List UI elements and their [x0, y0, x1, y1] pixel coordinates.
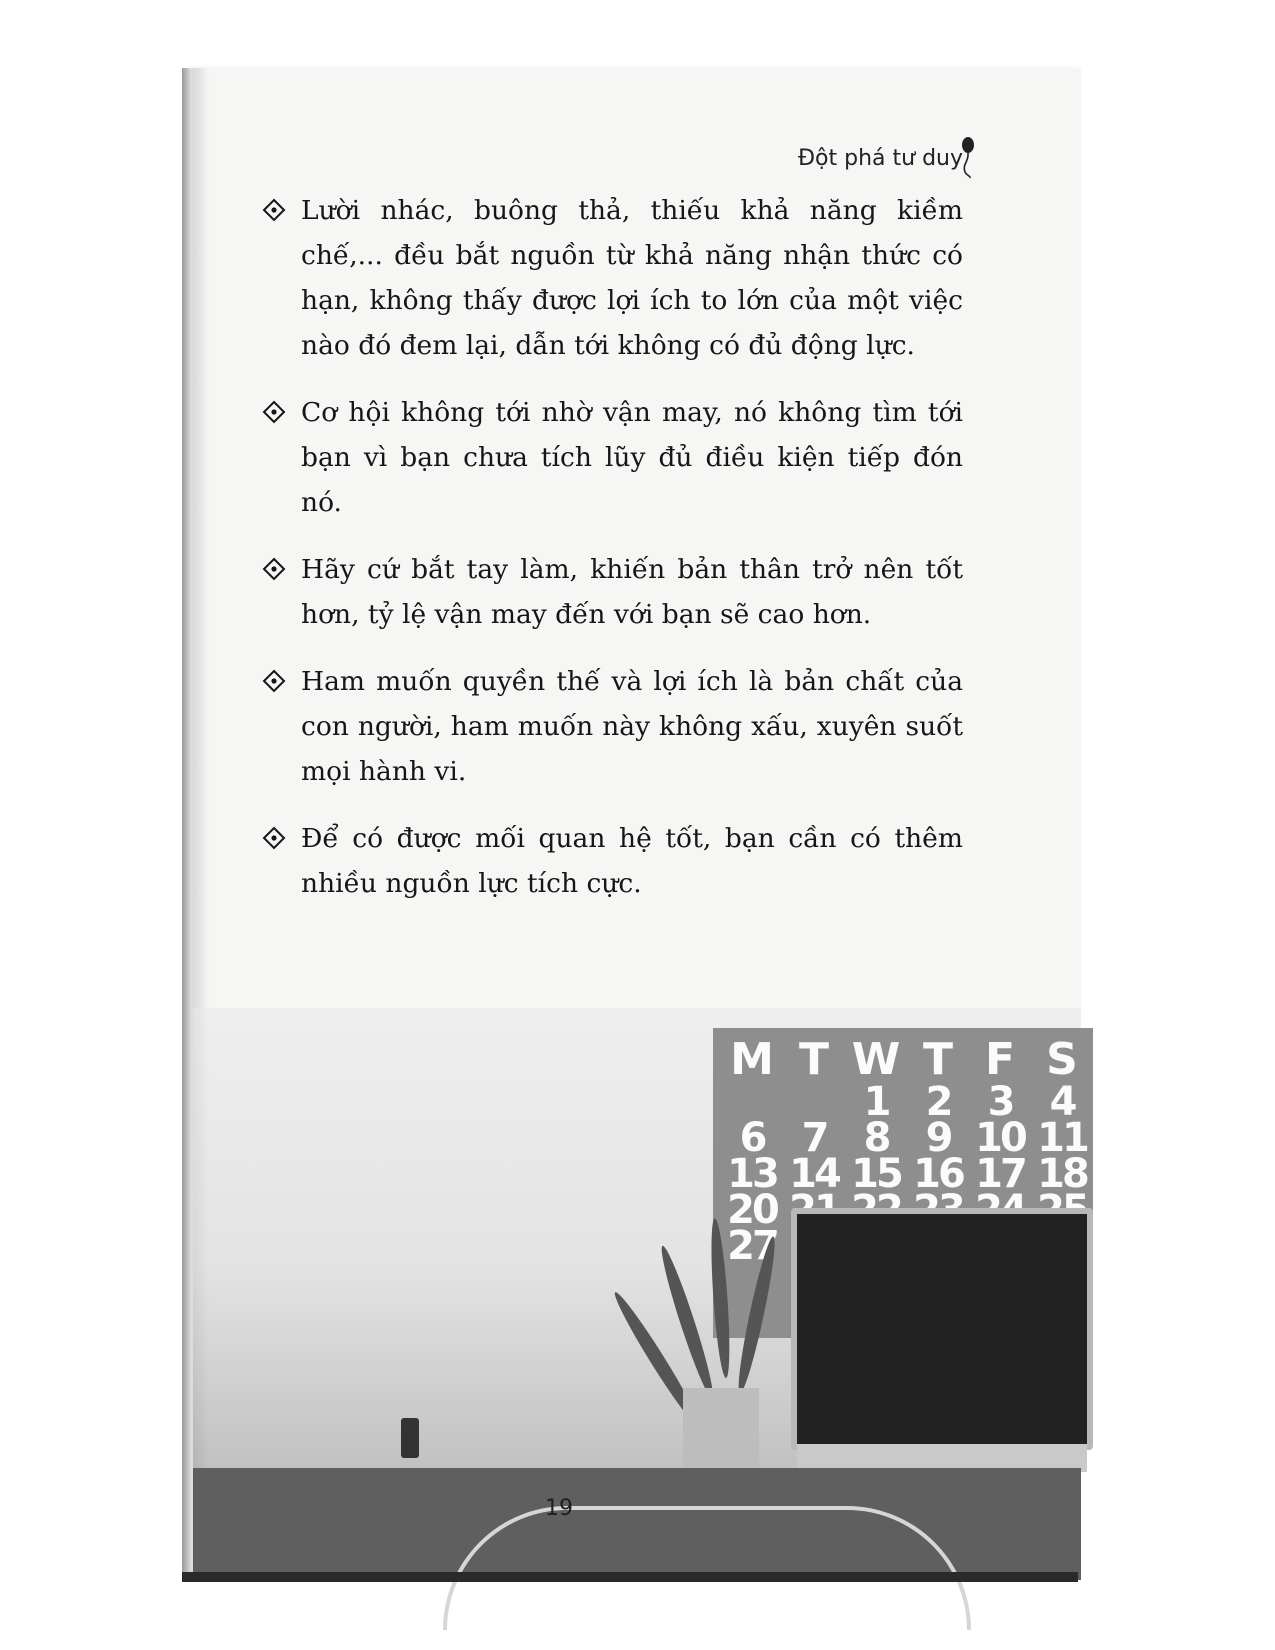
calendar-weekdays [721, 1036, 1101, 1084]
calendar-day: 14 [789, 1151, 839, 1197]
list-item-text: Ham muốn quyền thế và lợi ích là bản chất của con người, ham muốn này không xấu, xuyên suốt mọi hành vi. [301, 666, 963, 787]
calendar-day: 9 [925, 1115, 951, 1161]
list-item-text: Lười nhác, buông thả, thiếu khả năng kiềm chế,... đều bắt nguồn từ khả năng nhận thức có hạn, không thấy được lợi ích to lớn của một việc nào đó đem lại, dẫn tới không có đủ động lực. [301, 195, 963, 361]
list-item [263, 659, 963, 794]
page-bottom-edge [182, 1572, 1078, 1582]
calendar-weekday: F [984, 1034, 1016, 1085]
calendar-day: 17 [975, 1151, 1025, 1197]
list-item [263, 188, 963, 368]
calendar-weekday: W [851, 1034, 901, 1085]
chair-back [443, 1506, 971, 1630]
book-spine-shadow [182, 68, 190, 1580]
plant-pot [683, 1388, 759, 1478]
calendar-day: 11 [1037, 1115, 1087, 1161]
calendar-day: 4 [1049, 1079, 1075, 1125]
list-item-text: Cơ hội không tới nhờ vận may, nó không tìm tới bạn vì bạn chưa tích lũy đủ điều kiện tiếp đón nó. [301, 397, 963, 518]
list-item [263, 816, 963, 906]
list-item-text: Để có được mối quan hệ tốt, bạn cần có thêm nhiều nguồn lực tích cực. [301, 823, 963, 899]
calendar-weekday: T [798, 1034, 829, 1085]
calendar-day: 10 [975, 1115, 1025, 1161]
calendar-day: 18 [1037, 1151, 1087, 1197]
diamond-dot-icon [263, 558, 285, 580]
diamond-dot-icon [263, 670, 285, 692]
diamond-dot-icon [263, 827, 285, 849]
diamond-dot-icon [263, 401, 285, 423]
calendar-day: 6 [739, 1115, 765, 1161]
page-number: 19 [545, 1496, 573, 1521]
running-header: Đột phá tư duy [798, 146, 963, 171]
calendar-weekday: M [730, 1034, 774, 1085]
calendar-weekday: T [922, 1034, 953, 1085]
computer-monitor [791, 1208, 1093, 1450]
calendar-day: 16 [913, 1151, 963, 1197]
calendar-day: 2 [925, 1079, 951, 1125]
calendar-day: 27 [727, 1223, 777, 1269]
list-item-text: Hãy cứ bắt tay làm, khiến bản thân trở nên tốt hơn, tỷ lệ vận may đến với bạn sẽ cao hơn. [301, 554, 963, 630]
calendar-day: 8 [863, 1115, 889, 1161]
calendar-day: 3 [987, 1079, 1013, 1125]
bullet-list [263, 188, 963, 928]
calendar-day: 7 [801, 1115, 827, 1161]
calendar-weekday: S [1046, 1034, 1078, 1085]
calendar-day: 15 [851, 1151, 901, 1197]
list-item [263, 390, 963, 525]
calendar-day: 20 [727, 1187, 777, 1233]
calendar-day: 1 [863, 1079, 889, 1125]
book-page [190, 68, 1087, 1580]
calendar-day: 13 [727, 1151, 777, 1197]
reed-diffuser [401, 1418, 419, 1458]
list-item [263, 547, 963, 637]
diamond-dot-icon [263, 199, 285, 221]
